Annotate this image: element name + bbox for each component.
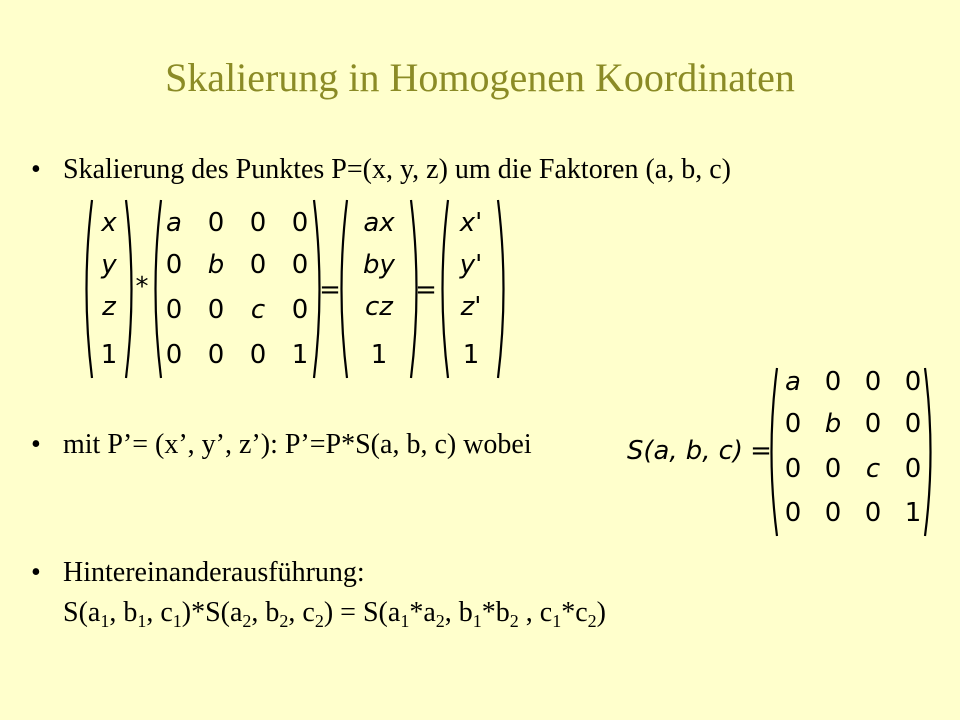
matrix1-cell: 1 <box>291 340 309 370</box>
matrix1-cell: 0 <box>249 208 267 238</box>
formula-subscript: 1 <box>172 611 182 631</box>
matrix1-cell: 0 <box>207 340 225 370</box>
formula-part: *c <box>561 597 588 628</box>
formula-part: , c <box>146 597 173 628</box>
formula-subscript: 2 <box>314 611 324 631</box>
formula-subscript: 2 <box>509 611 519 631</box>
matrix2-cell: 0 <box>904 454 922 484</box>
matrix2-cell: 0 <box>784 454 802 484</box>
formula-part: , b <box>109 597 138 628</box>
result-w: 1 <box>462 340 480 370</box>
product-w: 1 <box>370 340 388 370</box>
matrix2-cell: 0 <box>864 409 882 439</box>
formula-part: S(a <box>63 597 101 628</box>
formula-subscript: 1 <box>100 611 110 631</box>
formula-part: ) <box>596 597 606 628</box>
formula-part: , b <box>251 597 280 628</box>
result-y: y' <box>459 250 483 280</box>
product-by: by <box>363 250 395 280</box>
bullet-dot: • <box>31 154 41 185</box>
matrix1-cell: c <box>250 295 266 325</box>
formula-part: )*S(a <box>181 597 243 628</box>
matrix1-cell: 0 <box>249 340 267 370</box>
matrix1-cell: 0 <box>291 250 309 280</box>
matrix1-cell: 0 <box>207 208 225 238</box>
result-z: z' <box>460 292 482 322</box>
formula-part: , c <box>518 597 553 628</box>
bullet-2-text: mit P’= (x’, y’, z’): P’=P*S(a, b, c) wobei <box>63 429 532 460</box>
equals-sign: = <box>750 436 772 466</box>
product-ax: ax <box>363 208 395 238</box>
matrix1-cell: a <box>166 208 182 238</box>
equals-sign: = <box>415 275 437 305</box>
vec-w: 1 <box>100 340 118 370</box>
matrix2-cell: 0 <box>904 367 922 397</box>
formula-part: , c <box>288 597 315 628</box>
matrix2-cell: 0 <box>824 454 842 484</box>
formula-part: *b <box>481 597 510 628</box>
bullet-1-text: Skalierung des Punktes P=(x, y, z) um die Faktoren (a, b, c) <box>63 154 731 185</box>
slide-title: Skalierung in Homogenen Koordinaten <box>165 55 795 100</box>
formula-subscript: 2 <box>279 611 289 631</box>
matrix1-cell: 0 <box>165 295 183 325</box>
matrix2-cell: 0 <box>824 498 842 528</box>
matrix2-cell: 1 <box>904 498 922 528</box>
matrix2-cell: 0 <box>904 409 922 439</box>
formula-subscript: 1 <box>400 611 410 631</box>
vec-x: x <box>101 208 117 238</box>
formula-subscript: 2 <box>242 611 252 631</box>
formula-part: , b <box>444 597 473 628</box>
formula-subscript: 1 <box>472 611 482 631</box>
matrix2-cell: c <box>865 454 881 484</box>
formula-subscript: 1 <box>552 611 562 631</box>
matrix1-cell: 0 <box>291 208 309 238</box>
scaling-matrix-definition <box>625 366 945 538</box>
product-cz: cz <box>365 292 393 322</box>
bullet-dot: • <box>31 429 41 460</box>
formula-subscript: 1 <box>137 611 147 631</box>
vec-z: z <box>102 292 116 322</box>
matrix1-cell: 0 <box>249 250 267 280</box>
matrix1-cell: 0 <box>165 250 183 280</box>
bullet-1 <box>31 153 731 187</box>
formula-part: ) = S(a <box>323 597 401 628</box>
scaling-equation <box>78 196 518 382</box>
composition-formula <box>63 596 606 630</box>
bullet-dot: • <box>31 557 41 588</box>
matrix2-cell: b <box>824 409 842 439</box>
times-sign: * <box>135 272 149 302</box>
formula-part: *a <box>409 597 436 628</box>
s-function-label: S(a, b, c) <box>627 436 743 466</box>
matrix2-cell: 0 <box>864 367 882 397</box>
bullet-3-text: Hintereinanderausführung: <box>63 557 365 588</box>
matrix1-cell: b <box>207 250 225 280</box>
matrix2-cell: 0 <box>824 367 842 397</box>
matrix2-cell: 0 <box>784 498 802 528</box>
bullet-3 <box>31 556 365 590</box>
bullet-2 <box>31 428 532 462</box>
matrix2-cell: 0 <box>784 409 802 439</box>
matrix2-cell: a <box>785 367 801 397</box>
matrix1-cell: 0 <box>165 340 183 370</box>
formula-subscript: 2 <box>587 611 597 631</box>
matrix1-cell: 0 <box>291 295 309 325</box>
matrix1-cell: 0 <box>207 295 225 325</box>
matrix2-cell: 0 <box>864 498 882 528</box>
formula-subscript: 2 <box>435 611 445 631</box>
vec-y: y <box>101 250 117 280</box>
result-x: x' <box>459 208 483 238</box>
equals-sign: = <box>319 275 341 305</box>
